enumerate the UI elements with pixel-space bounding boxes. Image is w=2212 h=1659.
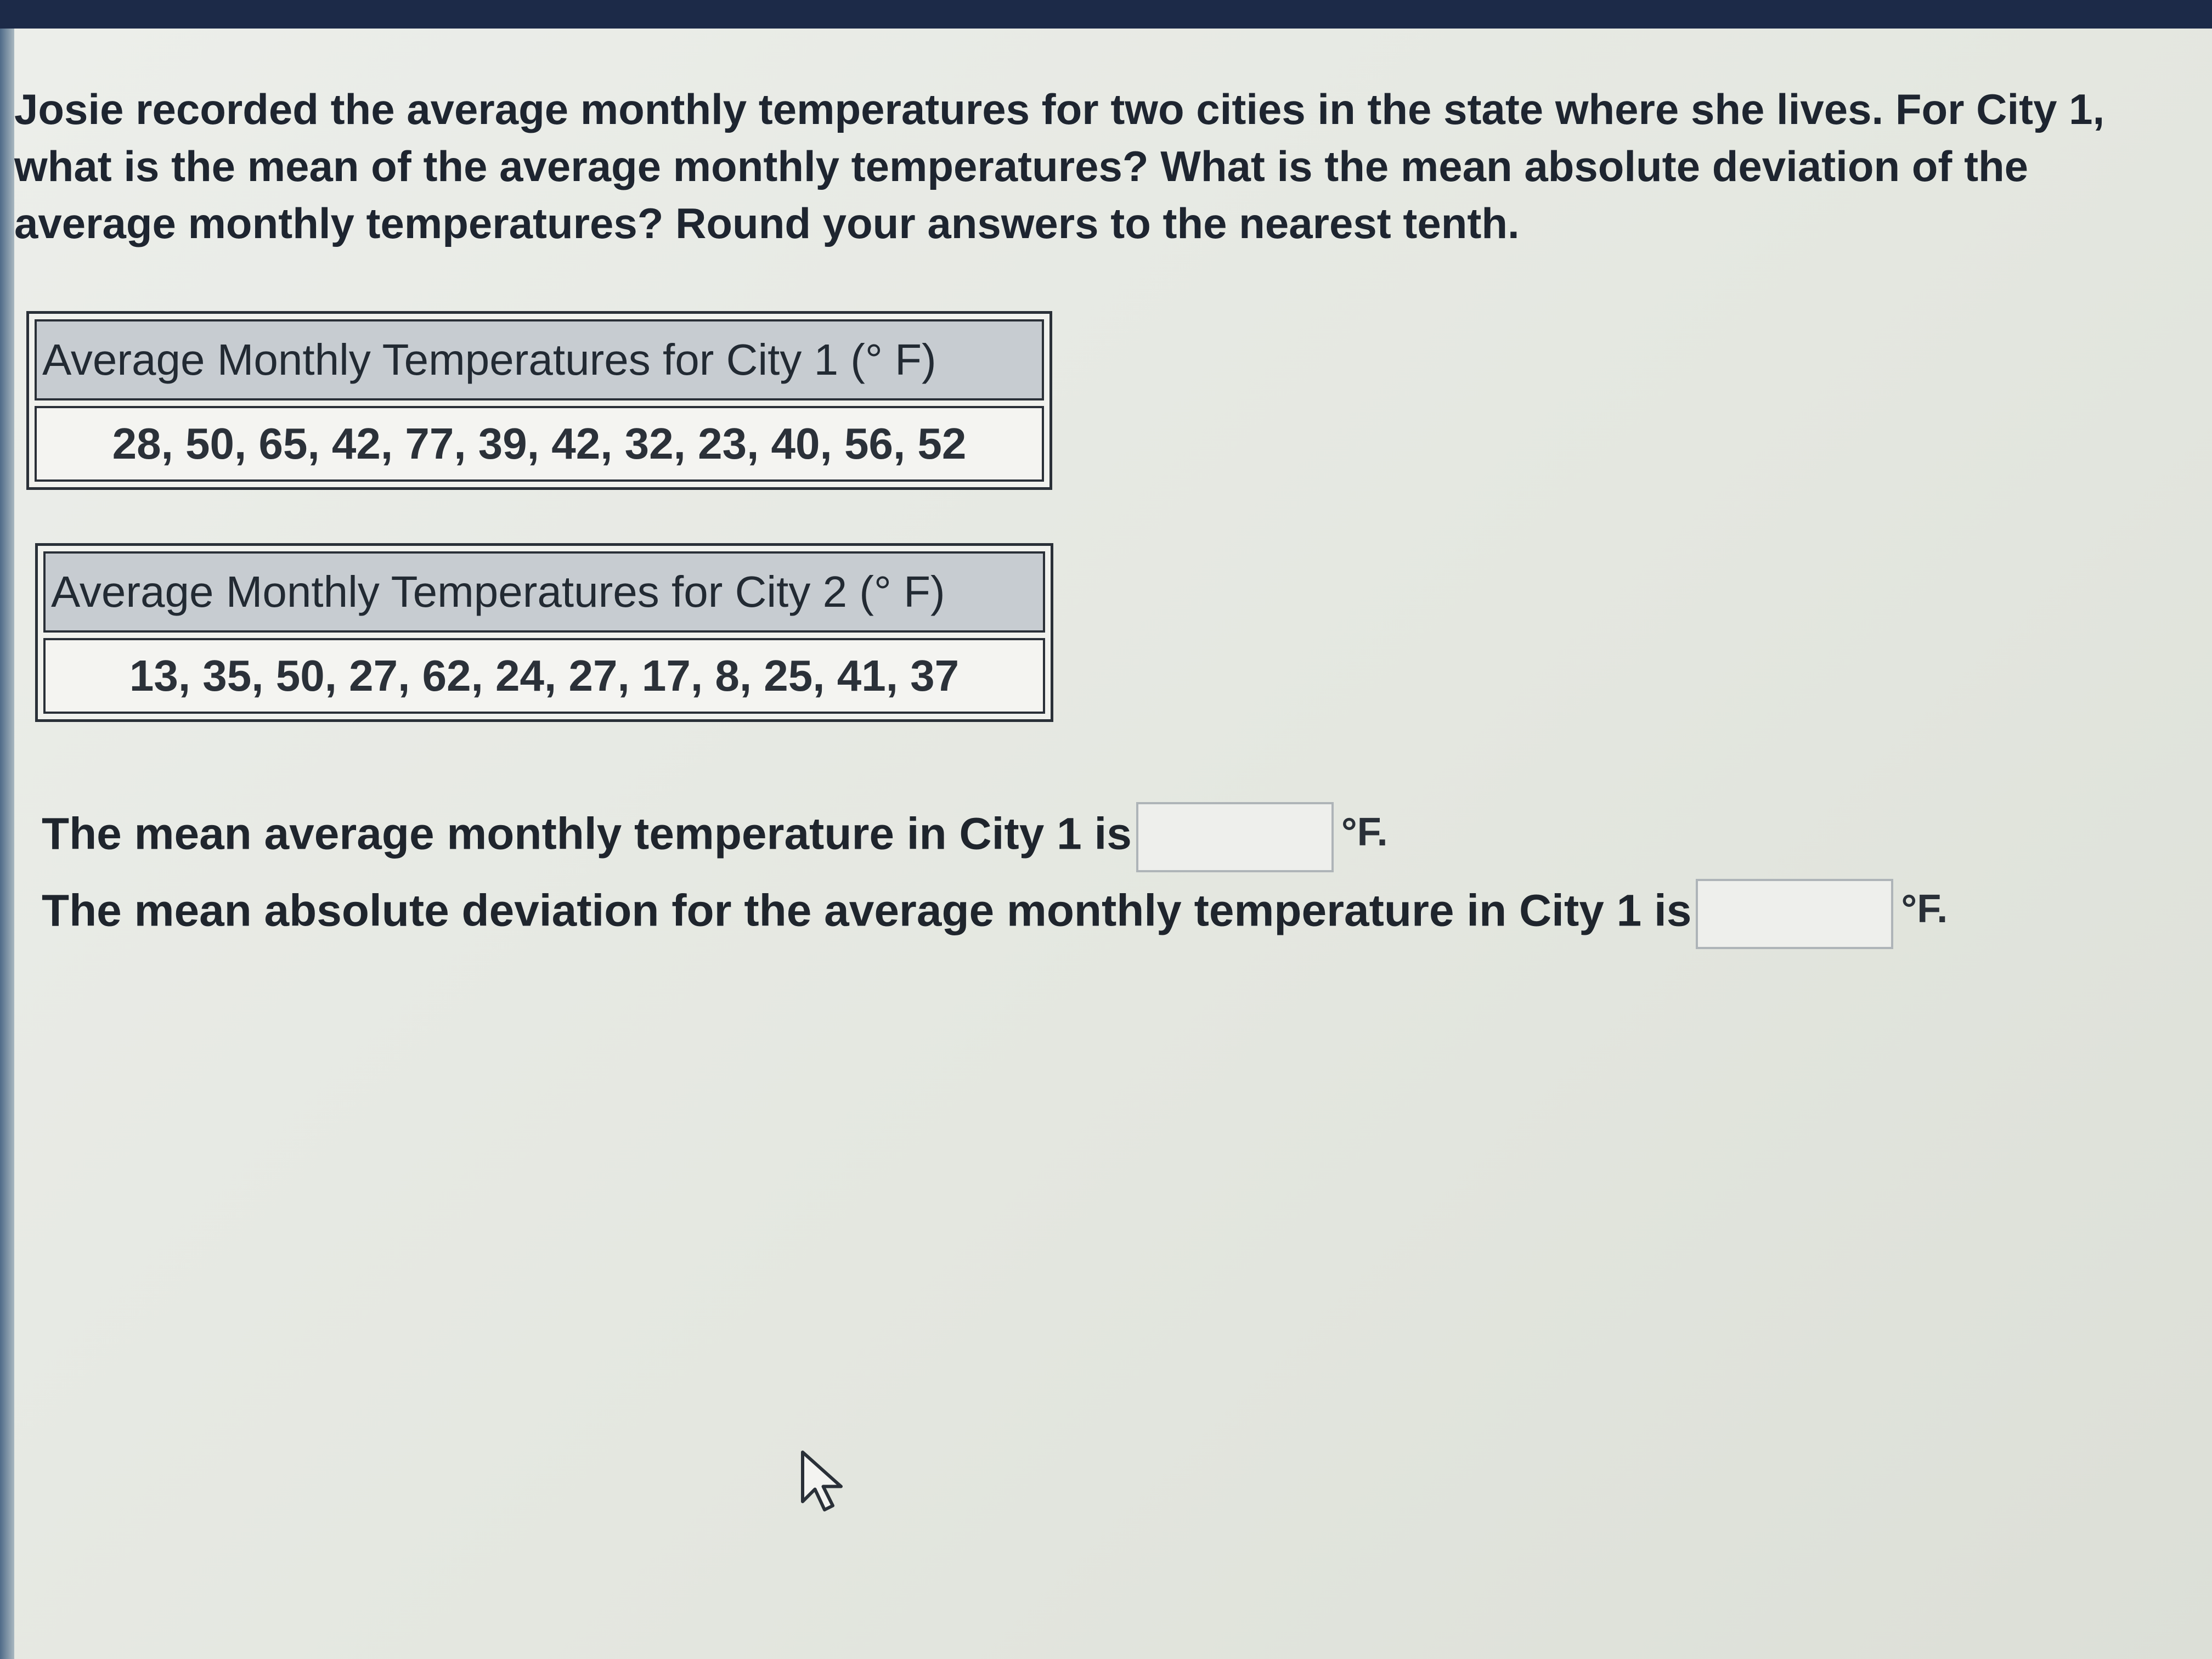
city2-table — [35, 543, 1053, 722]
mad-prompt: The mean absolute deviation for the average monthly temperature in City 1 is — [42, 885, 1692, 936]
city1-table-values: 28, 50, 65, 42, 77, 39, 42, 32, 23, 40, 56, 52 — [35, 406, 1044, 482]
mean-unit: °F. — [1341, 810, 1388, 854]
window-left-edge — [0, 29, 14, 1659]
question-text: Josie recorded the average monthly temperatures for two cities in the state where she lives. For City 1, what is the mean of the average monthly temperatures? What is the mean absolute deviation of the average monthly temperatures? Round your answers to the nearest tenth. — [14, 85, 2105, 247]
mad-unit: °F. — [1901, 887, 1948, 931]
mean-prompt: The mean average monthly temperature in City 1 is — [42, 809, 1132, 859]
mouse-pointer-icon — [800, 1449, 849, 1515]
mean-answer-input[interactable] — [1136, 802, 1334, 872]
mean-answer-line — [42, 802, 1388, 872]
city1-table-header: Average Monthly Temperatures for City 1 (° F) — [35, 319, 1044, 400]
city2-table-header: Average Monthly Temperatures for City 2 (° F) — [43, 551, 1045, 633]
city1-table — [26, 311, 1052, 490]
mad-answer-line — [42, 879, 1948, 949]
question-panel — [14, 29, 2212, 1659]
mad-answer-input[interactable] — [1696, 879, 1893, 949]
city2-table-values: 13, 35, 50, 27, 62, 24, 27, 17, 8, 25, 41, 37 — [43, 638, 1045, 714]
top-bar — [0, 0, 2212, 29]
